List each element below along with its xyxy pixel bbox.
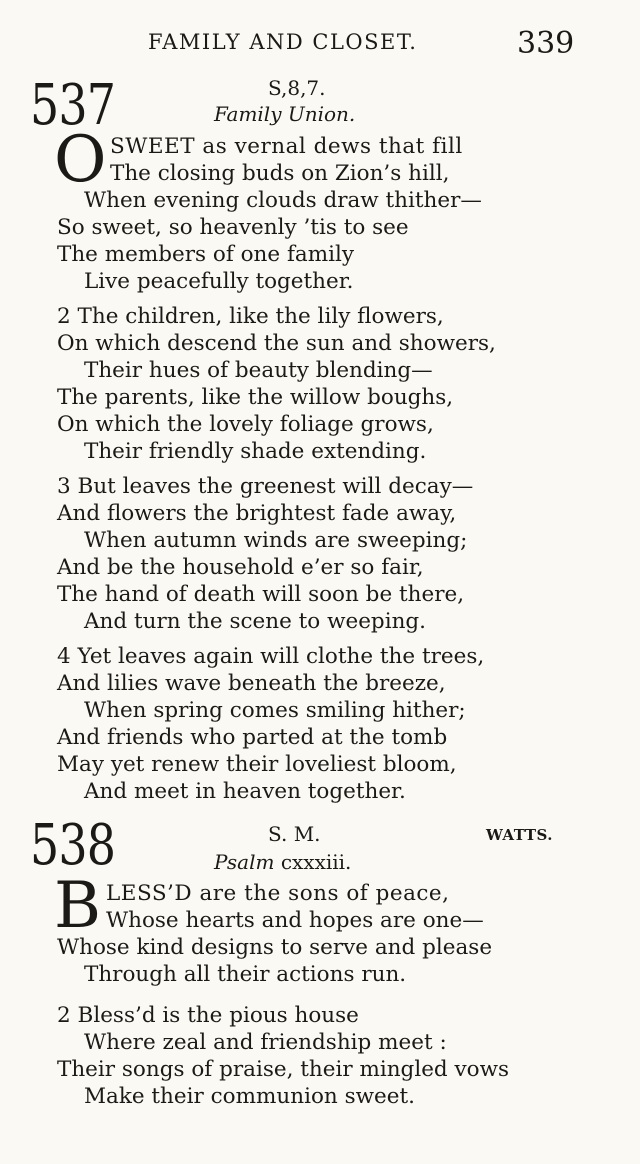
hymn-537-s3-line-2: And flowers the brightest fade away,	[57, 501, 457, 526]
hymn-538-subtitle-roman: cxxxiii.	[280, 850, 352, 874]
hymn-537-s1-line-2: The closing buds on Zion’s hill,	[110, 161, 450, 186]
hymn-537-subtitle: Family Union.	[214, 102, 356, 126]
hymn-538-dropcap: B	[54, 869, 102, 943]
hymn-537-dropcap: O	[54, 123, 107, 197]
hymn-538-subtitle	[214, 850, 351, 874]
hymn-537-s2-line-3: Their hues of beauty blending—	[84, 358, 433, 383]
hymn-537-s1-line-1: SWEET as vernal dews that fill	[110, 134, 463, 159]
hymn-537-s2-line-5: On which the lovely foliage grows,	[57, 412, 434, 437]
hymn-537-s3-line-3: When autumn winds are sweeping;	[84, 528, 468, 553]
hymn-537-s3-line-5: The hand of death will soon be there,	[57, 582, 465, 607]
hymn-537-s3-line-6: And turn the scene to weeping.	[84, 609, 427, 634]
hymn-537-s1-line-3: When evening clouds draw thither—	[84, 188, 482, 213]
hymn-538-author: WATTS.	[486, 826, 554, 844]
hymn-537-s2-line-1: 2 The children, like the lily flowers,	[57, 304, 444, 329]
hymn-537-s3-line-4: And be the household e’er so fair,	[57, 555, 424, 580]
hymn-number-538: 538	[30, 813, 116, 878]
hymn-537-s4-line-4: And friends who parted at the tomb	[57, 725, 448, 750]
hymn-537-s1-line-4: So sweet, so heavenly ’tis to see	[57, 215, 409, 240]
hymn-number-537: 537	[30, 73, 116, 138]
hymn-537-s4-line-5: May yet renew their loveliest bloom,	[57, 752, 457, 777]
hymn-537-s2-line-6: Their friendly shade extending.	[84, 439, 427, 464]
hymn-537-s4-line-6: And meet in heaven together.	[84, 779, 406, 804]
hymn-538-s1-line-4: Through all their actions run.	[84, 962, 407, 987]
hymn-537-s4-line-2: And lilies wave beneath the breeze,	[57, 671, 446, 696]
hymn-537-s3-line-1: 3 But leaves the greenest will decay—	[57, 474, 474, 499]
hymn-538-s2-line-1: 2 Bless’d is the pious house	[57, 1003, 359, 1028]
hymn-537-s2-line-2: On which descend the sun and showers,	[57, 331, 496, 356]
running-head: FAMILY AND CLOSET.	[148, 30, 418, 54]
hymn-538-s2-line-2: Where zeal and friendship meet :	[84, 1030, 447, 1055]
hymn-537-meter: S,8,7.	[268, 76, 326, 100]
hymn-538-subtitle-italic: Psalm	[214, 850, 275, 874]
hymn-538-meter: S. M.	[268, 822, 321, 846]
hymn-537-s1-line-6: Live peacefully together.	[84, 269, 354, 294]
page-number: 339	[517, 26, 575, 61]
hymn-537-s1-line-5: The members of one family	[57, 242, 355, 267]
hymn-538-s2-line-3: Their songs of praise, their mingled vows	[57, 1057, 510, 1082]
hymn-538-s1-line-3: Whose kind designs to serve and please	[57, 935, 493, 960]
hymn-537-s2-line-4: The parents, like the willow boughs,	[57, 385, 454, 410]
hymn-538-s1-line-1: LESS’D are the sons of peace,	[106, 881, 450, 906]
hymn-537-s4-line-3: When spring comes smiling hither;	[84, 698, 466, 723]
hymn-538-s2-line-4: Make their communion sweet.	[84, 1084, 415, 1109]
hymn-538-s1-line-2: Whose hearts and hopes are one—	[106, 908, 484, 933]
hymn-537-s4-line-1: 4 Yet leaves again will clothe the trees,	[57, 644, 485, 669]
